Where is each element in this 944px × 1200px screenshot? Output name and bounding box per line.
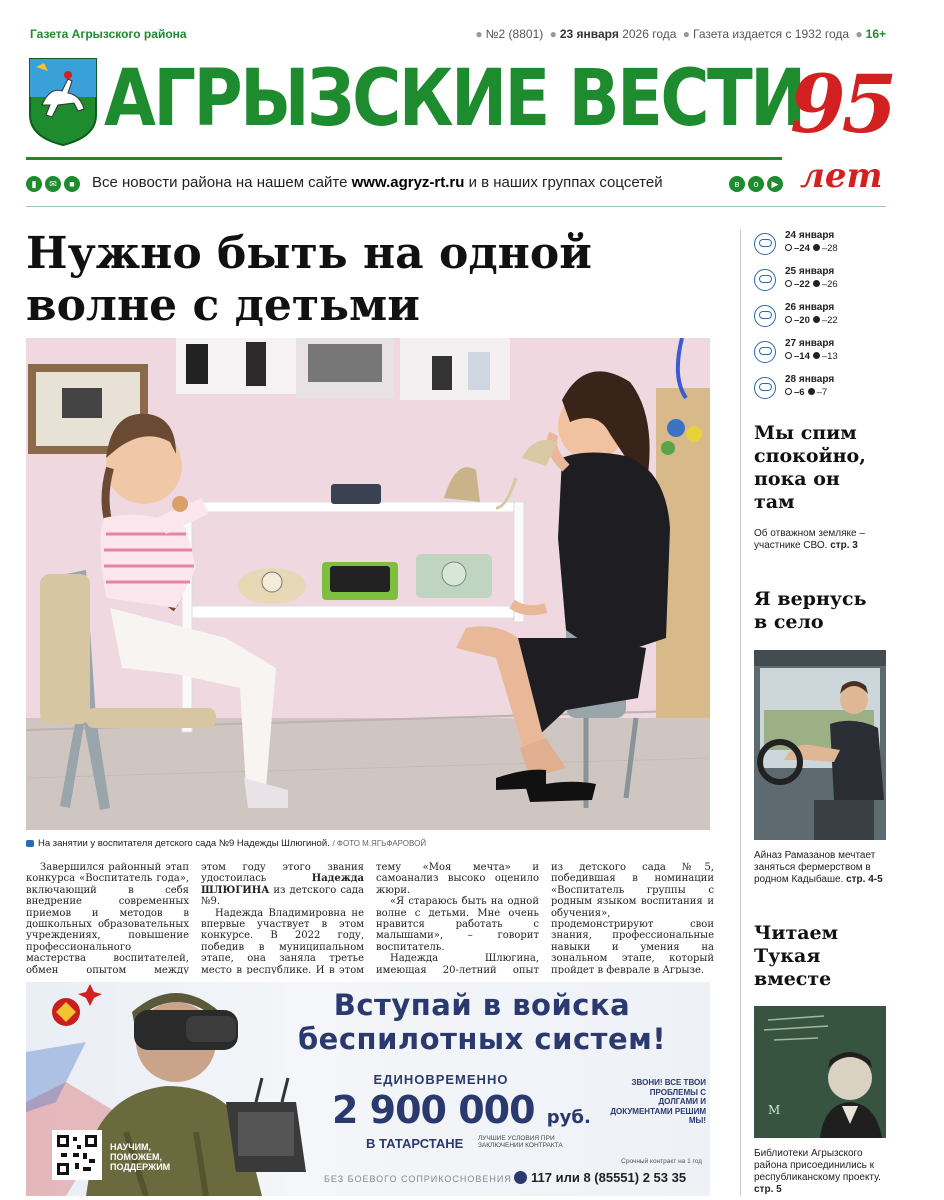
ad-headline <box>262 988 702 1056</box>
sidebar-story-2-teaser <box>754 850 886 886</box>
day-icon <box>785 244 792 251</box>
sidebar-story-3-teaser <box>754 1148 886 1196</box>
main-photo <box>26 338 710 830</box>
site-promo <box>92 174 663 191</box>
night-icon <box>813 352 820 359</box>
ad-phone[interactable] <box>514 1170 686 1185</box>
article-body <box>26 862 714 974</box>
day-temp: –22 <box>794 279 810 290</box>
winner-name: Надежда ШЛЮГИНА <box>201 873 364 896</box>
weather-day <box>754 302 886 338</box>
headline-line-1: Нужно быть на одной <box>26 228 592 279</box>
ad-region: В ТАТАРСТАНЕ <box>366 1136 464 1151</box>
weather-temps <box>785 387 827 398</box>
age-rating: 16+ <box>865 27 886 41</box>
ad-currency: руб. <box>546 1107 591 1128</box>
article-paragraph <box>201 862 364 908</box>
site-promo-before: Все новости района на нашем сайте <box>92 174 348 191</box>
camera-icon <box>26 840 34 847</box>
issue-date: 23 января <box>559 27 619 41</box>
youtube-icon[interactable]: ▶ <box>767 176 783 192</box>
weather-date: 28 января <box>785 374 835 385</box>
snow-cloud-icon <box>754 341 776 363</box>
night-icon <box>808 388 815 395</box>
weather-date: 27 января <box>785 338 835 349</box>
page-reference[interactable]: стр. 5 <box>754 1184 782 1195</box>
night-icon <box>813 280 820 287</box>
day-icon <box>785 388 792 395</box>
article-column-1 <box>26 862 189 974</box>
ad-headline-line-2: беспилотных систем! <box>297 1022 667 1056</box>
day-temp: –6 <box>794 387 805 398</box>
day-temp: –24 <box>794 243 810 254</box>
night-icon <box>813 316 820 323</box>
anniversary-number: 95 <box>790 57 894 151</box>
site-bar <box>26 172 786 196</box>
ad-phone-number[interactable]: 117 или 8 (85551) 2 53 35 <box>531 1170 687 1185</box>
article-paragraph: «Я стараюсь быть на одной волне с детьми. Мне очень нравится работать с малышами», – говорит воспитатель. <box>376 896 539 953</box>
ad-contract-note: Срочный контракт на 1 год <box>621 1158 702 1165</box>
weather-date: 26 января <box>785 302 835 313</box>
main-headline <box>26 228 726 332</box>
page-reference[interactable]: стр. 3 <box>830 540 858 551</box>
weather-date: 25 января <box>785 266 835 277</box>
weather-temps <box>785 279 838 290</box>
sidebar-story-1-title[interactable]: Мы спим спокойно, пока он там <box>754 422 866 513</box>
article-paragraph: тему «Моя мечта» и самоанализ высоко оценило жюри. <box>376 862 539 896</box>
top-strip <box>30 27 886 43</box>
phone-icon <box>514 1171 527 1184</box>
recruitment-ad[interactable] <box>26 982 710 1196</box>
qr-code-icon[interactable] <box>52 1130 102 1180</box>
weather-forecast <box>754 230 886 410</box>
article-text: из детского сада №9. <box>201 884 364 908</box>
article-paragraph: Надежда Шлюгина, имеющая 20-летний опыт <box>376 953 539 974</box>
teaser-text: Об отважном земляке – участнике СВО. <box>754 528 865 551</box>
masthead-divider <box>26 157 782 160</box>
night-temp: –13 <box>821 351 838 362</box>
published-since: Газета издается с 1932 года <box>693 27 850 41</box>
ad-amount-value: 2 900 000 <box>332 1088 535 1132</box>
phone-icon: ▮ <box>26 176 42 192</box>
photo-caption <box>26 838 710 849</box>
sidebar-story-2-title[interactable]: Я вернусь в село <box>754 588 867 633</box>
weather-date: 24 января <box>785 230 835 241</box>
tukay-portrait-photo <box>754 1006 886 1138</box>
article-paragraph: Надежда Владимировна не впервые участвует в этом конкурсе. В 2022 году, победив в муниципальном этапе, она заняла третье место в республике. И в этом <box>201 907 364 974</box>
sidebar-divider <box>740 230 741 1196</box>
sidebar-story-1-teaser <box>754 528 886 552</box>
article-paragraph: Завершился районный этап конкурса «Воспитатель года», включающий в себя внедрение современных приемов и методов в дошкольных образовательных учреждениях, повышение профессионального мастерства воспитателей, обмен опытом между <box>26 862 189 974</box>
day-icon <box>785 280 792 287</box>
night-temp: –7 <box>816 387 828 398</box>
article-column-2 <box>201 862 364 974</box>
slogan-line: ПОДДЕРЖИМ <box>110 1162 171 1172</box>
weather-temps <box>785 315 838 326</box>
night-icon <box>813 244 820 251</box>
night-temp: –26 <box>821 279 838 290</box>
night-temp: –28 <box>821 243 838 254</box>
newspaper-tagline: Газета Агрызского района <box>30 27 187 41</box>
day-temp: –14 <box>794 351 810 362</box>
weather-day <box>754 230 886 266</box>
article-column-3 <box>376 862 539 974</box>
district-crest-icon <box>28 57 98 147</box>
ad-amount <box>332 1088 592 1132</box>
issue-year: 2026 года <box>622 27 677 41</box>
weather-temps <box>785 351 838 362</box>
article-column-4 <box>551 862 714 974</box>
snow-cloud-icon <box>754 377 776 399</box>
tractor-driver-photo <box>754 650 886 840</box>
day-icon <box>785 316 792 323</box>
snow-cloud-icon <box>754 305 776 327</box>
vk-icon[interactable]: в <box>729 176 745 192</box>
teaser-text: Библиотеки Агрызского района присоединились к республиканскому проекту. <box>754 1148 881 1183</box>
caption-text: На занятии у воспитателя детского сада №9 Надежды Шлюгиной. <box>38 838 330 849</box>
site-url-link[interactable]: www.agryz-rt.ru <box>351 174 465 191</box>
ad-once-label: ЕДИНОВРЕМЕННО <box>373 1072 509 1087</box>
article-text: этом году этого звания удостоилась <box>201 862 364 885</box>
slogan-line: НАУЧИМ, <box>110 1142 152 1152</box>
site-promo-after: и в наших группах соцсетей <box>468 174 663 191</box>
ad-call-to-action: ЗВОНИ! ВСЕ ТВОИ ПРОБЛЕМЫ С ДОЛГАМИ И ДОКУМЕНТАМИ РЕШИМ МЫ! <box>610 1078 706 1125</box>
snow-cloud-icon <box>754 233 776 255</box>
print-icon: ■ <box>64 176 80 192</box>
weather-day <box>754 266 886 302</box>
social-icons <box>729 176 786 193</box>
ad-terms: ЛУЧШИЕ УСЛОВИЯ ПРИ ЗАКЛЮЧЕНИИ КОНТРАКТА <box>478 1135 563 1149</box>
contact-icons <box>26 176 83 193</box>
masthead-title: АГРЫЗСКИЕ ВЕСТИ <box>104 54 804 144</box>
ad-slogan <box>110 1142 170 1172</box>
slogan-line: ПОМОЖЕМ, <box>110 1152 162 1162</box>
article-paragraph: из детского сада №5, победившая в номинации «Воспитатель группы с родным языком воспитания и обучения», продемонстрируют свои знания, профессиональные навыки и умения на зональном этапе, который пройдет в феврале в Агрызе. <box>551 862 714 974</box>
header-rule <box>26 206 886 207</box>
weather-day <box>754 338 886 374</box>
issue-number: №2 (8801) <box>485 27 544 41</box>
photo-credit: / ФОТО М.ЯГЬФАРОВОЙ <box>332 839 427 848</box>
snow-cloud-icon <box>754 269 776 291</box>
page-reference[interactable]: стр. 4-5 <box>846 874 883 885</box>
anniversary-word: лет <box>800 156 883 196</box>
odnoklassniki-icon[interactable]: о <box>748 176 764 192</box>
night-temp: –22 <box>821 315 838 326</box>
svg-text:M: M <box>768 1103 781 1117</box>
ad-headline-line-1: Вступай в войска <box>333 988 631 1022</box>
mail-icon: ✉ <box>45 176 61 192</box>
sidebar-story-3-title[interactable]: Читаем Тукая вместе <box>754 922 839 990</box>
headline-line-2: волне с детьми <box>26 280 420 331</box>
ad-no-combat: БЕЗ БОЕВОГО СОПРИКОСНОВЕНИЯ <box>324 1174 512 1184</box>
issue-info: ● №2 (8801) ● 23 января 2026 года ● Газета издается с 1932 года ● 16+ <box>475 27 886 41</box>
day-icon <box>785 352 792 359</box>
weather-day <box>754 374 886 410</box>
day-temp: –20 <box>794 315 810 326</box>
anniversary-mark <box>788 57 894 202</box>
teaser-text: Айназ Рамазанов мечтает заняться фермерством в родном Кадыбаше. <box>754 850 876 885</box>
weather-temps <box>785 243 838 254</box>
